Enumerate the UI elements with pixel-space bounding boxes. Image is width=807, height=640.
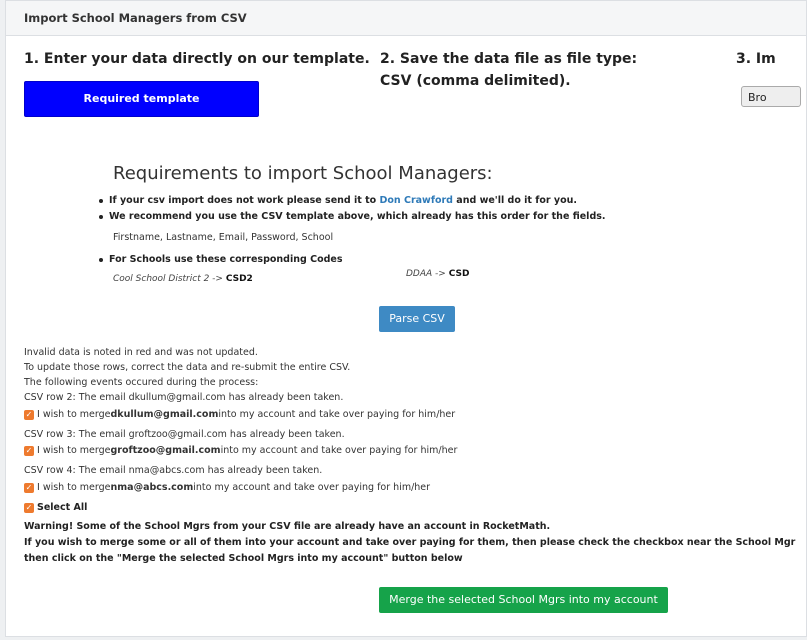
warning-line-1: Warning! Some of the School Mgrs from your CSV file are already have an account in RocketMath. <box>24 521 551 532</box>
contact-link[interactable]: Don Crawford <box>379 195 453 206</box>
requirement-bullet-1: If your csv import does not work please send it to Don Crawford and we'll do it for you. <box>99 195 577 206</box>
merge-row-2[interactable]: ✓ I wish to merge groftzoo@gmail.com into my account and take over paying for him/her <box>25 445 458 456</box>
log-row-4: CSV row 4: The email nma@abcs.com has already been taken. <box>24 465 323 476</box>
checkbox-checked-icon[interactable]: ✓ <box>25 445 33 455</box>
field-order: Firstname, Lastname, Email, Password, School <box>113 232 334 243</box>
checkbox-checked-icon[interactable]: ✓ <box>25 409 33 419</box>
merge-row-1[interactable]: ✓ I wish to merge dkullum@gmail.com into my account and take over paying for him/her <box>25 409 456 420</box>
bullet-dot-icon <box>99 258 103 262</box>
warning-line-3: then click on the "Merge the selected School Mgrs into my account" button below <box>24 553 463 564</box>
import-panel <box>5 0 807 637</box>
step3-title: 3. Im <box>736 51 776 67</box>
requirements-title: Requirements to import School Managers: <box>113 163 493 184</box>
log-row-3: CSV row 3: The email groftzoo@gmail.com has already been taken. <box>24 429 345 440</box>
panel-title: Import School Managers from CSV <box>6 1 806 36</box>
step2-title-line1: 2. Save the data file as file type: <box>380 51 638 67</box>
bullet-dot-icon <box>99 215 103 219</box>
required-template-button[interactable]: Required template <box>24 81 259 117</box>
requirement-bullet-2: We recommend you use the CSV template above, which already has this order for the fields. <box>99 211 606 222</box>
log-line: Invalid data is noted in red and was not updated. <box>24 347 258 358</box>
step1-title: 1. Enter your data directly on our template. <box>24 51 370 67</box>
log-line: The following events occured during the process: <box>24 377 259 388</box>
step2-title-line2: CSV (comma delimited). <box>380 73 571 89</box>
checkbox-checked-icon[interactable]: ✓ <box>25 482 33 492</box>
log-line: To update those rows, correct the data and re-submit the entire CSV. <box>24 362 351 373</box>
warning-line-2: If you wish to merge some or all of them into your account and take over paying for them, then please check the checkbox near the School Mgr <box>24 537 796 548</box>
requirement-bullet-3: For Schools use these corresponding Codes <box>99 254 343 265</box>
select-all-row[interactable]: ✓ Select All <box>25 502 88 513</box>
checkbox-checked-icon[interactable]: ✓ <box>25 502 33 512</box>
log-row-2: CSV row 2: The email dkullum@gmail.com has already been taken. <box>24 392 344 403</box>
bullet-dot-icon <box>99 199 103 203</box>
merge-row-3[interactable]: ✓ I wish to merge nma@abcs.com into my account and take over paying for him/her <box>25 482 431 493</box>
browse-button[interactable]: Bro <box>741 86 801 107</box>
school-code-2: DDAA -> CSD <box>406 269 470 279</box>
school-code-1: Cool School District 2 -> CSD2 <box>113 274 253 284</box>
parse-csv-button[interactable]: Parse CSV <box>379 306 455 332</box>
merge-selected-button[interactable]: Merge the selected School Mgrs into my account <box>379 587 668 613</box>
